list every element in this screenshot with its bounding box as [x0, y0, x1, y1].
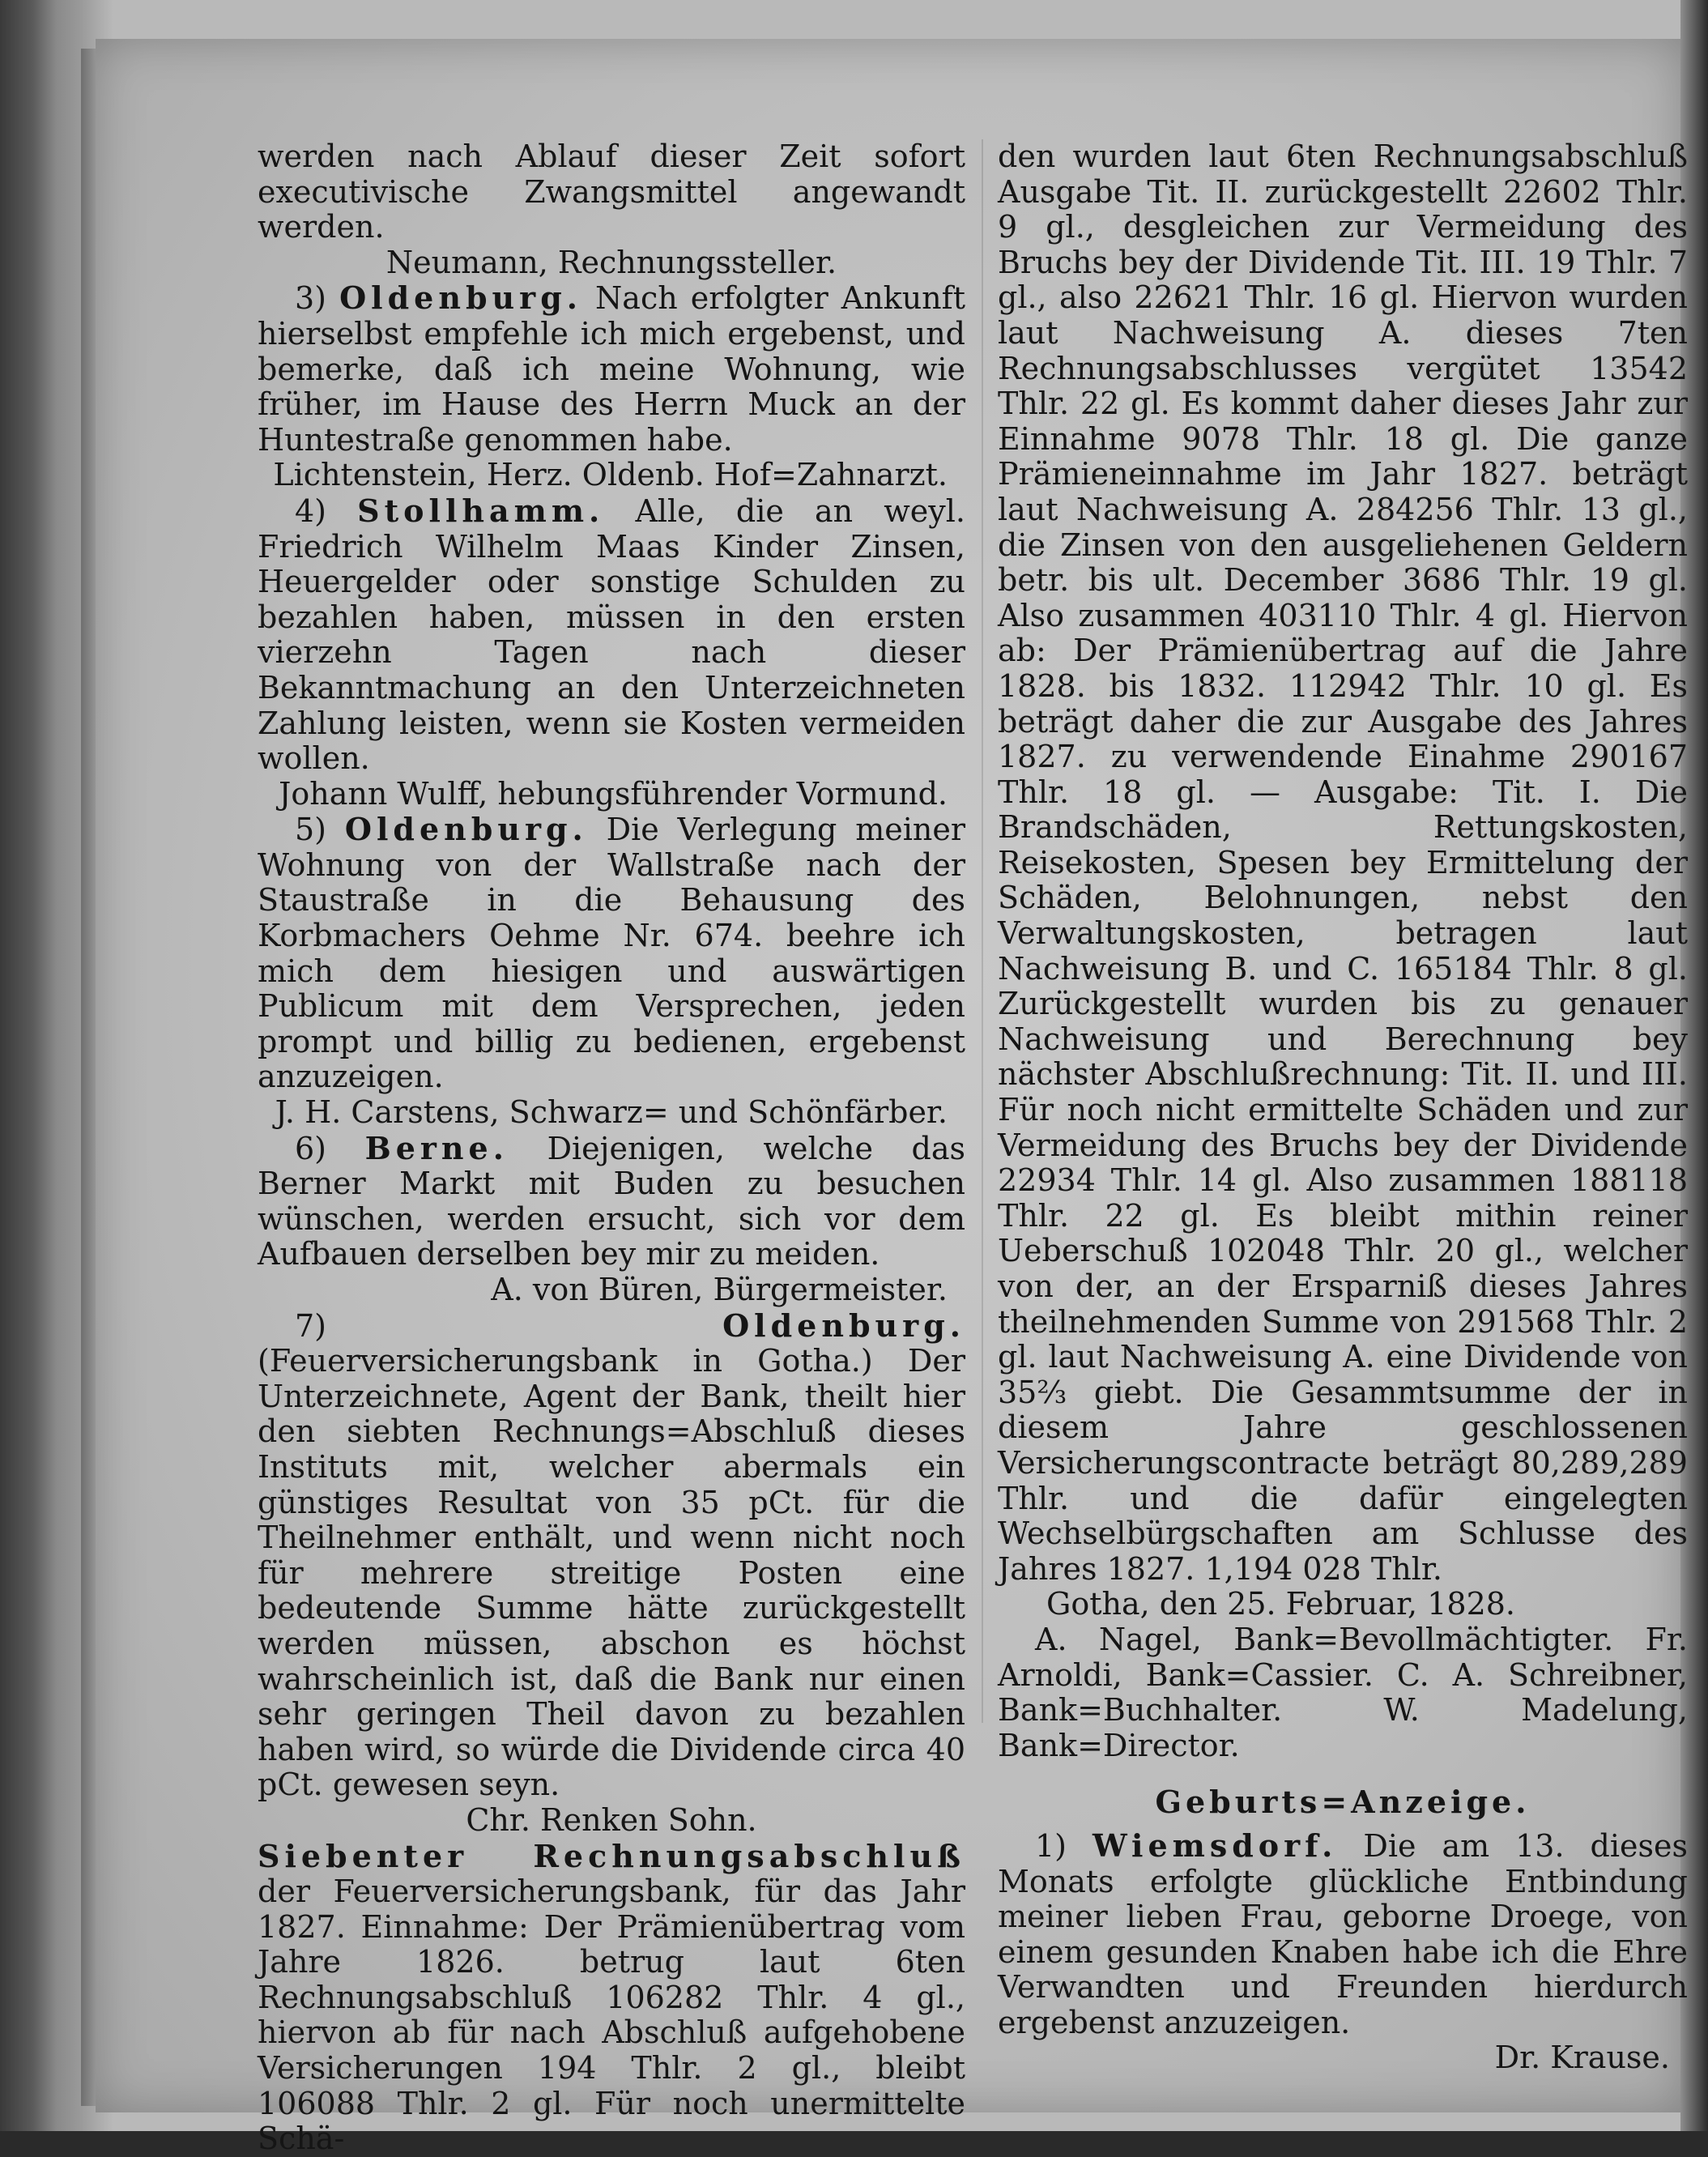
notice-7 [258, 1308, 965, 1803]
account-title: Siebenter Rechnungsabschluß [258, 1837, 965, 1874]
column-divider [982, 139, 983, 1723]
notice-4 [258, 493, 965, 777]
notice-signature: A. von Büren, Bürgermeister. [491, 1272, 948, 1307]
notice-text: (Feuerversicherungsbank in Gotha.) Der Unterzeichnete, Agent der Bank, theilt hier den siebten Rechnungs=Abschluß dieses Instituts mit, welcher abermals ein günstiges Resultat von 35 pCt. für die Theilnehmer enthält, und wenn nicht noch für mehrere streitige Posten eine bedeutende Summe hätte zurückgestellt werden müssen, abschon es höchst wahrscheinlich ist, daß die Bank nur einen sehr geringen Theil davon zu bezahlen haben wird, so würde die Dividende circa 40 pCt. gewesen seyn. [258, 1343, 965, 1803]
notice-signature: Chr. Renken Sohn. [466, 1801, 757, 1838]
notice-signature: Neumann, Rechnungssteller. [385, 244, 837, 280]
notice-number: 6) [295, 1130, 327, 1166]
notice-number: 7) [295, 1307, 327, 1344]
notice-place: Oldenburg. [722, 1307, 965, 1344]
notice-number: 3) [295, 280, 327, 317]
notice-signature: Johann Wulff, hebungsführender Vormund. [279, 775, 948, 812]
notice-place: Oldenburg. [339, 279, 582, 317]
notice-number: 5) [295, 812, 327, 848]
notice-3 [258, 280, 965, 458]
birth-notice [998, 1828, 1688, 2041]
notice-place: Berne. [364, 1129, 509, 1166]
account-continuation: den wurden laut 6ten Rechnungsabschluß Ausgabe Tit. II. zurückgestellt 22602 Thlr. 9 gl., desgleichen zur Vermeidung des Bruchs bey der Dividende Tit. III. 19 Thlr. 7 gl., also 22621 Thlr. 16 gl. Hiervon wurden laut Nachweisung A. dieses 7ten Rechnungsabschlusses vergütet 13542 Thlr. 22 gl. Es kommt daher dieses Jahr zur Einnahme 9078 Thlr. 18 gl. Die ganze Prämieneinnahme im Jahr 1827. beträgt laut Nachweisung A. 284256 Thlr. 13 gl., die Zinsen von den ausgeliehenen Geldern betr. bis ult. December 3686 Thlr. 19 gl. Also zusammen 403110 Thlr. 4 gl. Hiervon ab: Der Prämienübertrag auf die Jahre 1828. bis 1832. 112942 Thlr. 10 gl. Es beträgt daher die zur Ausgabe des Jahres 1827. zu verwendende Einahme 290167 Thlr. 18 gl. — Ausgabe: Tit. I. Die Brandschäden, Rettungskosten, Reisekosten, Spesen bey Ermittelung der Schäden, Belohnungen, nebst den Verwaltungskosten, betragen laut Nachweisung B. und C. 165184 Thlr. 8 gl. Zurückgestellt wurden bis zu genauer Nachweisung und Berechnung bey nächster Abschlußrechnung: Tit. II. und III. Für noch nicht ermittelte Schäden und zur Vermeidung des Bruchs bey der Dividende 22934 Thlr. 14 gl. Also zusammen 188118 Thlr. 22 gl. Es bleibt mithin reiner Ueberschuß 102048 Thlr. 20 gl., welcher von der, an der Ersparniß dieses Jahres theilnehmenden Summe von 291568 Thlr. 2 gl. laut Nachweisung A. eine Dividende von 35⅔ giebt. Die Gesammtsumme der in diesem Jahre geschlossenen Versicherungscontracte beträgt 80,289,289 Thlr. und die dafür eingelegten Wechselbürgschaften am Schlusse des Jahres 1827. 1,194 028 Thlr. [998, 139, 1688, 1587]
notice-6 [258, 1131, 965, 1272]
notice-text: Diejenigen, welche das Berner Markt mit Buden zu besuchen wünschen, werden ersucht, sich vor dem Aufbauen derselben bey mir zu meiden. [258, 1130, 965, 1272]
notice-signature: J. H. Carstens, Schwarz= und Schönfärber. [275, 1094, 948, 1131]
notice-text: Nach erfolgter Ankunft hierselbst empfehle ich mich ergebenst, und bemerke, daß ich meine Wohnung, wie früher, im Hause des Herrn Muck an der Huntestraße genommen habe. [258, 280, 965, 458]
signatories: A. Nagel, Bank=Bevollmächtigter. Fr. Arnoldi, Bank=Cassier. C. A. Schreibner, Bank=Buchhalter. W. Madelung, Bank=Director. [998, 1621, 1688, 1763]
account-statement [258, 1839, 965, 2157]
notice-signature: Dr. Krause. [1494, 2040, 1670, 2076]
notice-signature: Lichtenstein, Herz. Oldenb. Hof=Zahnarzt. [273, 457, 948, 493]
notice-text: Alle, die an weyl. Friedrich Wilhelm Maas Kinder Zinsen, Heuergelder oder sonstige Schulden zu bezahlen haben, müssen in den ersten vierzehn Tagen nach dieser Bekanntmachung an den Unterzeichneten Zahlung leisten, wenn sie Kosten vermeiden wollen. [258, 492, 965, 777]
notice-place: Stollhamm. [357, 492, 605, 529]
section-heading: Geburts=Anzeige. [1155, 1784, 1531, 1821]
notice-number: 1) [1035, 1827, 1067, 1864]
dateline: Gotha, den 25. Februar, 1828. [1046, 1586, 1515, 1622]
left-column [258, 139, 965, 2157]
notice-place: Wiemsdorf. [1093, 1827, 1338, 1864]
notice-text: Die am 13. dieses Monats erfolgte glückliche Entbindung meiner lieben Frau, geborne Droege, von einem gesunden Knaben habe ich die Ehre Verwandten und Freunden hierdurch ergebenst anzuzeigen. [998, 1827, 1688, 2040]
notice-text: Die Verlegung meiner Wohnung von der Wallstraße nach der Staustraße in die Behausung des Korbmachers Oehme Nr. 674. beehre ich mich dem hiesigen und auswärtigen Publicum mit dem Versprechen, jeden prompt und billig zu bedienen, ergebenst anzuzeigen. [258, 812, 965, 1095]
notice-number: 4) [295, 492, 327, 529]
right-column [998, 139, 1688, 2076]
notice-5 [258, 812, 965, 1095]
account-text: der Feuerversicherungsbank, für das Jahr 1827. Einnahme: Der Prämienübertrag vom Jahre 1826. betrug laut 6ten Rechnungsabschluß 106282 Thlr. 4 gl., hiervon ab für nach Abschluß aufgehobene Versicherungen 194 Thlr. 2 gl., bleibt 106088 Thlr. 2 gl. Für noch unermittelte Schä- [258, 1874, 965, 2157]
notice-continuation: werden nach Ablauf dieser Zeit sofort executivische Zwangsmittel angewandt werden. [258, 139, 965, 245]
notice-place: Oldenburg. [344, 811, 588, 848]
